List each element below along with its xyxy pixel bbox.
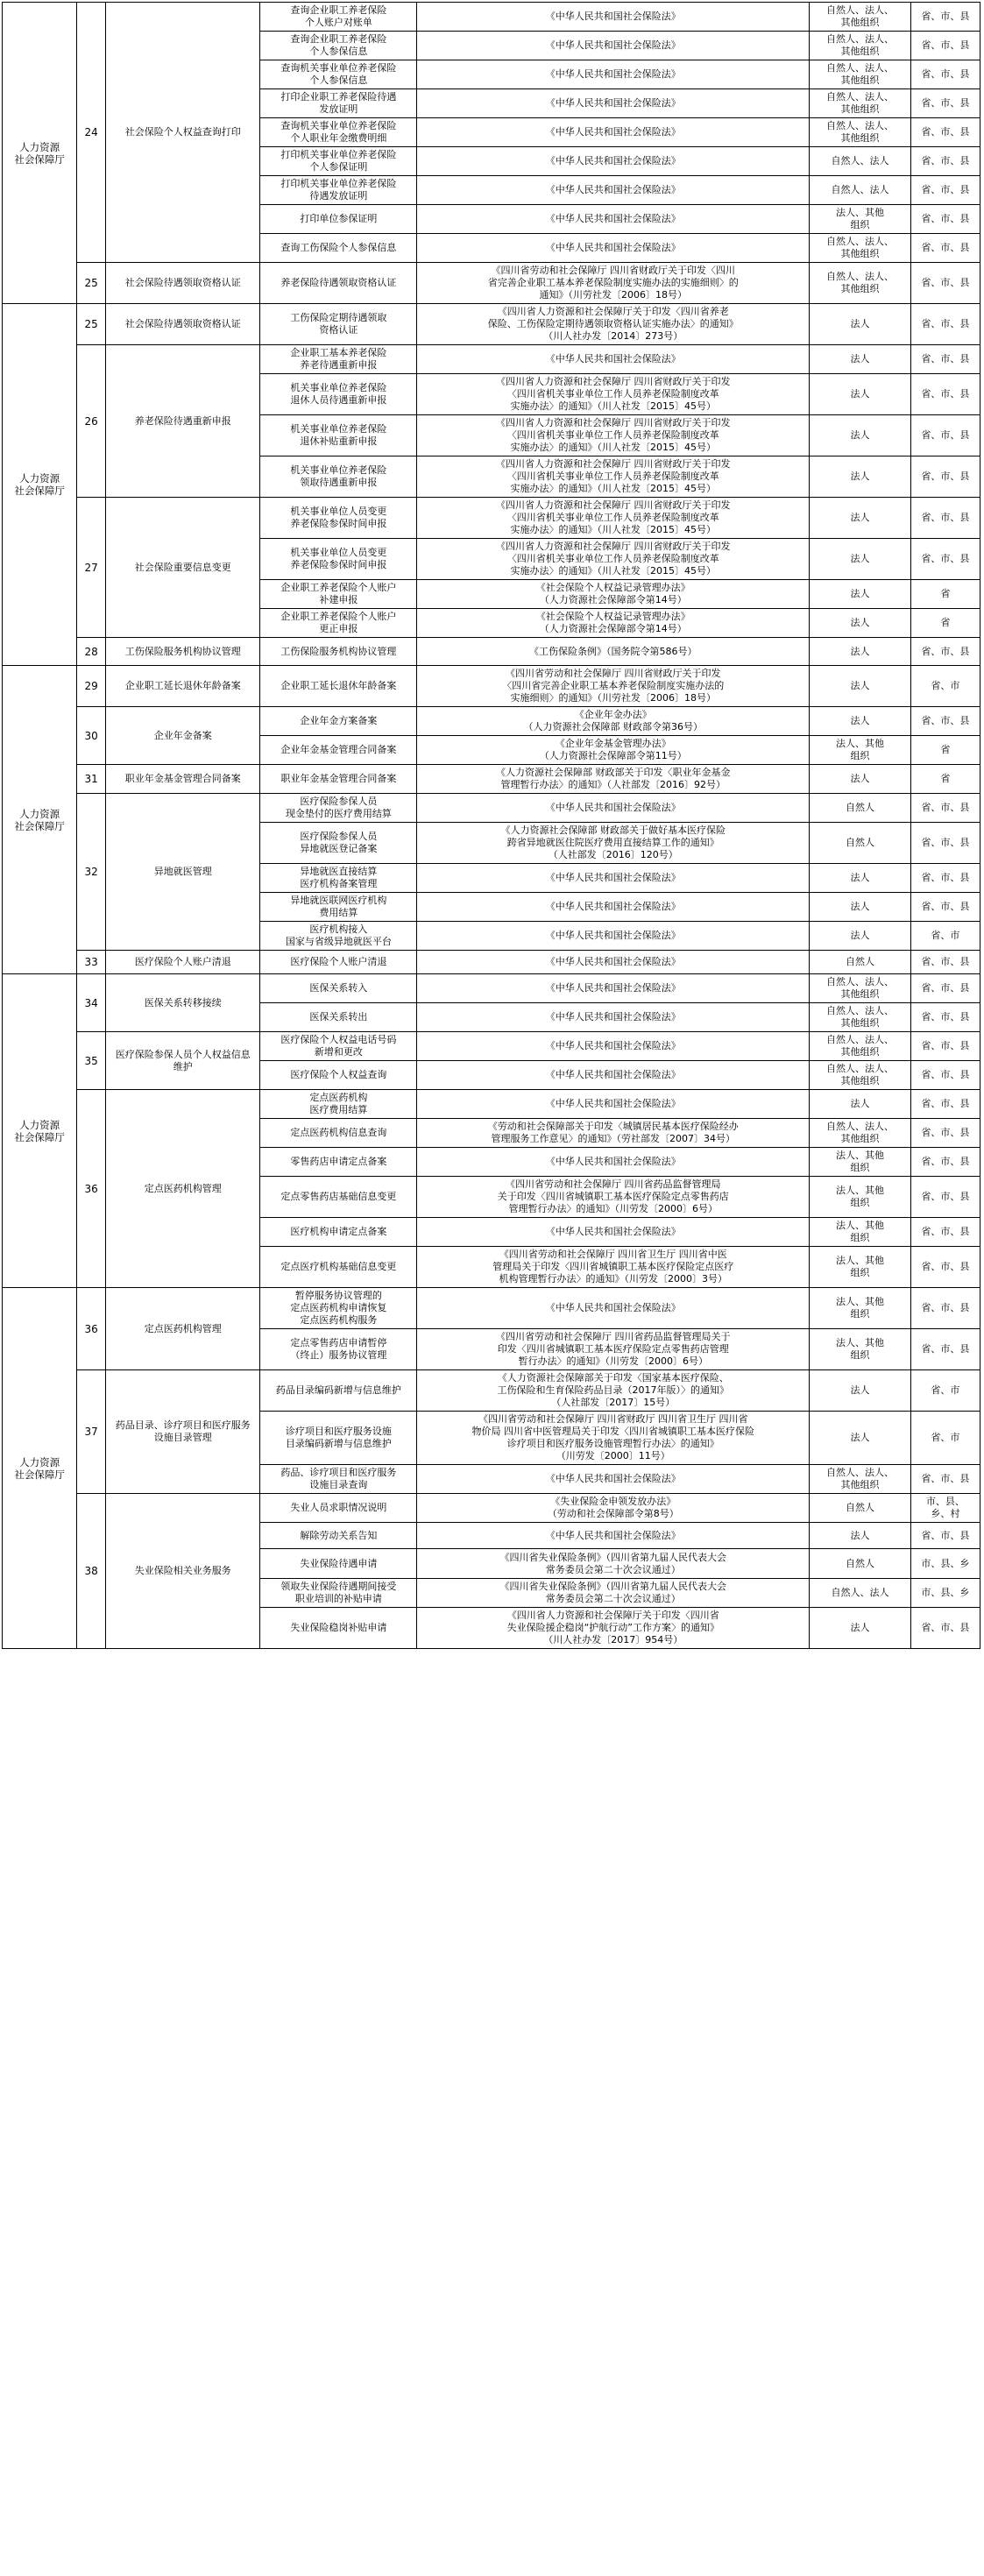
- table-body: [3, 3, 980, 1649]
- service-subject-cell: 法人: [810, 374, 911, 415]
- service-subject-cell: 法人、其他 组织: [810, 1329, 911, 1370]
- service-subject-cell: 自然人: [810, 823, 911, 864]
- item-name-cell: 企业职工延长退休年龄备案: [106, 666, 260, 707]
- item-name-cell: 医疗保险个人账户清退: [106, 951, 260, 974]
- service-subject-cell: 法人: [810, 345, 911, 374]
- table-row: [3, 1494, 980, 1523]
- department-cell: 人力资源 社会保障厅: [3, 1288, 77, 1649]
- handling-level-cell: 省、市、县: [910, 205, 980, 234]
- legal-basis-cell: 《中华人民共和国社会保险法》: [417, 1148, 810, 1177]
- legal-basis-cell: 《中华人民共和国社会保险法》: [417, 864, 810, 893]
- handling-level-cell: 省、市、县: [910, 1119, 980, 1148]
- legal-basis-cell: 《社会保险个人权益记录管理办法》 （人力资源社会保障部令第14号）: [417, 609, 810, 638]
- legal-basis-cell: 《中华人民共和国社会保险法》: [417, 1465, 810, 1494]
- handling-level-cell: 省: [910, 609, 980, 638]
- legal-basis-cell: 《中华人民共和国社会保险法》: [417, 1061, 810, 1090]
- department-cell: 人力资源 社会保障厅: [3, 3, 77, 304]
- item-name-cell: 药品目录、诊疗项目和医疗服务 设施目录管理: [106, 1370, 260, 1494]
- handling-level-cell: 省、市、县: [910, 864, 980, 893]
- handling-level-cell: 省、市、县: [910, 3, 980, 32]
- table-row: [3, 304, 980, 345]
- service-subject-cell: 法人: [810, 1370, 911, 1412]
- legal-basis-cell: 《中华人民共和国社会保险法》: [417, 118, 810, 147]
- department-cell: 人力资源 社会保障厅: [3, 974, 77, 1288]
- sub-item-cell: 查询机关事业单位养老保险 个人参保信息: [260, 60, 417, 89]
- legal-basis-cell: 《中华人民共和国社会保险法》: [417, 32, 810, 60]
- service-subject-cell: 法人: [810, 1090, 911, 1119]
- legal-basis-cell: 《四川省失业保险条例》（四川省第九届人民代表大会 常务委员会第二十次会议通过）: [417, 1549, 810, 1579]
- service-subject-cell: 法人: [810, 864, 911, 893]
- legal-basis-cell: 《企业年金办法》 （人力资源社会保障部 财政部令第36号）: [417, 707, 810, 736]
- sub-item-cell: 机关事业单位人员变更 养老保险参保时间申报: [260, 498, 417, 539]
- service-subject-cell: 法人、其他 组织: [810, 1218, 911, 1247]
- legal-basis-cell: 《中华人民共和国社会保险法》: [417, 205, 810, 234]
- legal-basis-cell: 《四川省劳动和社会保障厅 四川省财政厅 四川省卫生厅 四川省 物价局 四川省中医管理局关于印发〈四川省城镇职工基本医疗保险 诊疗项目和医疗服务设施管理暂行办法〉的通知》 （川劳发〔2000〕11号）: [417, 1412, 810, 1465]
- sub-item-cell: 异地就医联网医疗机构 费用结算: [260, 893, 417, 922]
- sub-item-cell: 异地就医直接结算 医疗机构备案管理: [260, 864, 417, 893]
- sub-item-cell: 定点医药机构 医疗费用结算: [260, 1090, 417, 1119]
- service-subject-cell: 自然人、法人、 其他组织: [810, 974, 911, 1003]
- item-number-cell: 28: [77, 638, 106, 666]
- sub-item-cell: 机关事业单位养老保险 领取待遇重新申报: [260, 456, 417, 498]
- legal-basis-cell: 《中华人民共和国社会保险法》: [417, 1523, 810, 1549]
- sub-item-cell: 企业职工基本养老保险 养老待遇重新申报: [260, 345, 417, 374]
- service-subject-cell: 法人、其他 组织: [810, 1177, 911, 1218]
- handling-level-cell: 省、市、县: [910, 345, 980, 374]
- table-row: [3, 707, 980, 736]
- table-row: [3, 794, 980, 823]
- item-number-cell: 38: [77, 1494, 106, 1649]
- sub-item-cell: 药品、诊疗项目和医疗服务 设施目录查询: [260, 1465, 417, 1494]
- service-subject-cell: 自然人、法人、 其他组织: [810, 118, 911, 147]
- service-subject-cell: 自然人、法人、 其他组织: [810, 32, 911, 60]
- service-subject-cell: 自然人、法人、 其他组织: [810, 234, 911, 263]
- service-subject-cell: 法人: [810, 498, 911, 539]
- legal-basis-cell: 《人力资源社会保障部 财政部关于做好基本医疗保险 跨省异地就医住院医疗费用直接结算工作的通知》 （人社部发〔2016〕120号）: [417, 823, 810, 864]
- sub-item-cell: 医疗保险个人权益电话号码 新增和更改: [260, 1032, 417, 1061]
- legal-basis-cell: 《四川省失业保险条例》（四川省第九届人民代表大会 常务委员会第二十次会议通过）: [417, 1579, 810, 1608]
- handling-level-cell: 省、市、县: [910, 1148, 980, 1177]
- sub-item-cell: 企业职工养老保险个人账户 补建申报: [260, 580, 417, 609]
- legal-basis-cell: 《工伤保险条例》（国务院令第586号）: [417, 638, 810, 666]
- item-number-cell: 33: [77, 951, 106, 974]
- sub-item-cell: 医保关系转出: [260, 1003, 417, 1032]
- legal-basis-cell: 《中华人民共和国社会保险法》: [417, 234, 810, 263]
- item-name-cell: 社会保险待遇领取资格认证: [106, 263, 260, 304]
- handling-level-cell: 省: [910, 580, 980, 609]
- sub-item-cell: 医疗保险参保人员 现金垫付的医疗费用结算: [260, 794, 417, 823]
- department-cell: 人力资源 社会保障厅: [3, 666, 77, 974]
- item-number-cell: 34: [77, 974, 106, 1032]
- sub-item-cell: 查询企业职工养老保险 个人账户对账单: [260, 3, 417, 32]
- service-subject-cell: 自然人、法人: [810, 176, 911, 205]
- legal-basis-cell: 《企业年金基金管理办法》 （人力资源社会保障部令第11号）: [417, 736, 810, 765]
- handling-level-cell: 省、市、县: [910, 707, 980, 736]
- service-subject-cell: 自然人、法人: [810, 1579, 911, 1608]
- handling-level-cell: 省、市、县: [910, 1329, 980, 1370]
- legal-basis-cell: 《人力资源社会保障部 财政部关于印发〈职业年金基金 管理暂行办法〉的通知》（人社部发〔2016〕92号）: [417, 765, 810, 794]
- service-subject-cell: 法人: [810, 456, 911, 498]
- sub-item-cell: 养老保险待遇领取资格认证: [260, 263, 417, 304]
- service-subject-cell: 自然人、法人、 其他组织: [810, 1003, 911, 1032]
- service-subject-cell: 法人: [810, 539, 911, 580]
- sub-item-cell: 机关事业单位养老保险 退休人员待遇重新申报: [260, 374, 417, 415]
- handling-level-cell: 省、市、县: [910, 60, 980, 89]
- handling-level-cell: 省、市、县: [910, 539, 980, 580]
- item-number-cell: 35: [77, 1032, 106, 1090]
- service-subject-cell: 自然人: [810, 1549, 911, 1579]
- handling-level-cell: 市、县、乡: [910, 1579, 980, 1608]
- legal-basis-cell: 《中华人民共和国社会保险法》: [417, 1218, 810, 1247]
- sub-item-cell: 工伤保险服务机构协议管理: [260, 638, 417, 666]
- handling-level-cell: 省、市、县: [910, 415, 980, 456]
- legal-basis-cell: 《四川省人力资源和社会保障厅 四川省财政厅关于印发 〈四川省机关事业单位工作人员养老保险制度改革 实施办法〉的通知》（川人社发〔2015〕45号）: [417, 539, 810, 580]
- sub-item-cell: 药品目录编码新增与信息维护: [260, 1370, 417, 1412]
- service-subject-cell: 自然人、法人、 其他组织: [810, 1032, 911, 1061]
- table-row: [3, 498, 980, 539]
- legal-basis-cell: 《中华人民共和国社会保险法》: [417, 1032, 810, 1061]
- handling-level-cell: 省: [910, 765, 980, 794]
- sub-item-cell: 查询机关事业单位养老保险 个人职业年金缴费明细: [260, 118, 417, 147]
- item-number-cell: 36: [77, 1090, 106, 1288]
- sub-item-cell: 医疗保险参保人员 异地就医登记备案: [260, 823, 417, 864]
- item-name-cell: 失业保险相关业务服务: [106, 1494, 260, 1649]
- service-subject-cell: 自然人: [810, 794, 911, 823]
- item-name-cell: 定点医药机构管理: [106, 1288, 260, 1370]
- handling-level-cell: 省、市、县: [910, 1090, 980, 1119]
- handling-level-cell: 省、市、县: [910, 974, 980, 1003]
- legal-basis-cell: 《四川省劳动和社会保障厅 四川省财政厅关于印发〈四川 省完善企业职工基本养老保险制度实施办法的实施细则〉的 通知》（川劳社发〔2006〕18号）: [417, 263, 810, 304]
- item-number-cell: 31: [77, 765, 106, 794]
- handling-level-cell: 省、市、县: [910, 176, 980, 205]
- legal-basis-cell: 《中华人民共和国社会保险法》: [417, 3, 810, 32]
- legal-basis-cell: 《四川省人力资源和社会保障厅关于印发〈四川省养老 保险、工伤保险定期待遇领取资格认证实施办法〉的通知》 （川人社办发〔2014〕273号）: [417, 304, 810, 345]
- handling-level-cell: 省、市、县: [910, 456, 980, 498]
- legal-basis-cell: 《四川省人力资源和社会保障厅关于印发〈四川省 失业保险援企稳岗“护航行动”工作方案〉的通知》 （川人社办发〔2017〕954号）: [417, 1608, 810, 1649]
- sub-item-cell: 失业保险稳岗补贴申请: [260, 1608, 417, 1649]
- sub-item-cell: 定点医疗机构基础信息变更: [260, 1247, 417, 1288]
- service-subject-cell: 法人、其他 组织: [810, 1288, 911, 1329]
- legal-basis-cell: 《中华人民共和国社会保险法》: [417, 147, 810, 176]
- sub-item-cell: 企业职工养老保险个人账户 更正申报: [260, 609, 417, 638]
- item-name-cell: 工伤保险服务机构协议管理: [106, 638, 260, 666]
- legal-basis-cell: 《中华人民共和国社会保险法》: [417, 345, 810, 374]
- item-number-cell: 25: [77, 263, 106, 304]
- table-row: [3, 263, 980, 304]
- item-name-cell: 社会保险待遇领取资格认证: [106, 304, 260, 345]
- item-name-cell: 职业年金基金管理合同备案: [106, 765, 260, 794]
- service-subject-cell: 自然人、法人、 其他组织: [810, 60, 911, 89]
- item-name-cell: 异地就医管理: [106, 794, 260, 951]
- handling-level-cell: 省、市、县: [910, 1218, 980, 1247]
- handling-level-cell: 市、县、乡: [910, 1549, 980, 1579]
- service-subject-cell: 法人、其他 组织: [810, 1247, 911, 1288]
- legal-basis-cell: 《中华人民共和国社会保险法》: [417, 893, 810, 922]
- sub-item-cell: 失业人员求职情况说明: [260, 1494, 417, 1523]
- legal-basis-cell: 《社会保险个人权益记录管理办法》 （人力资源社会保障部令第14号）: [417, 580, 810, 609]
- sub-item-cell: 职业年金基金管理合同备案: [260, 765, 417, 794]
- legal-basis-cell: 《中华人民共和国社会保险法》: [417, 1003, 810, 1032]
- handling-level-cell: 省、市、县: [910, 498, 980, 539]
- service-subject-cell: 自然人、法人、 其他组织: [810, 1465, 911, 1494]
- handling-level-cell: 省、市、县: [910, 951, 980, 974]
- handling-level-cell: 省、市: [910, 1370, 980, 1412]
- item-name-cell: 企业年金备案: [106, 707, 260, 765]
- item-name-cell: 养老保险待遇重新申报: [106, 345, 260, 498]
- handling-level-cell: 省、市、县: [910, 1032, 980, 1061]
- legal-basis-cell: 《中华人民共和国社会保险法》: [417, 1288, 810, 1329]
- sub-item-cell: 机关事业单位养老保险 退休补贴重新申报: [260, 415, 417, 456]
- sub-item-cell: 打印单位参保证明: [260, 205, 417, 234]
- handling-level-cell: 省、市、县: [910, 374, 980, 415]
- sub-item-cell: 企业年金方案备案: [260, 707, 417, 736]
- sub-item-cell: 暂停服务协议管理的 定点医药机构申请恢复 定点医药机构服务: [260, 1288, 417, 1329]
- service-subject-cell: 法人: [810, 1523, 911, 1549]
- legal-basis-cell: 《失业保险金申领发放办法》 （劳动和社会保障部令第8号）: [417, 1494, 810, 1523]
- sub-item-cell: 查询企业职工养老保险 个人参保信息: [260, 32, 417, 60]
- handling-level-cell: 省、市、县: [910, 89, 980, 118]
- department-cell: 人力资源 社会保障厅: [3, 304, 77, 666]
- service-subject-cell: 法人: [810, 1412, 911, 1465]
- item-number-cell: 25: [77, 304, 106, 345]
- sub-item-cell: 企业年金基金管理合同备案: [260, 736, 417, 765]
- legal-basis-cell: 《中华人民共和国社会保险法》: [417, 176, 810, 205]
- handling-level-cell: 省、市、县: [910, 1523, 980, 1549]
- service-subject-cell: 自然人、法人、 其他组织: [810, 3, 911, 32]
- service-subject-cell: 法人: [810, 638, 911, 666]
- legal-basis-cell: 《人力资源社会保障部关于印发〈国家基本医疗保险、 工伤保险和生育保险药品目录（2017年版）〉的通知》 （人社部发〔2017〕15号）: [417, 1370, 810, 1412]
- item-name-cell: 医保关系转移接续: [106, 974, 260, 1032]
- legal-basis-cell: 《四川省人力资源和社会保障厅 四川省财政厅关于印发 〈四川省机关事业单位工作人员养老保险制度改革 实施办法〉的通知》（川人社发〔2015〕45号）: [417, 415, 810, 456]
- table-row: [3, 345, 980, 374]
- legal-basis-cell: 《中华人民共和国社会保险法》: [417, 922, 810, 951]
- service-subject-cell: 法人: [810, 609, 911, 638]
- service-subject-cell: 法人、其他 组织: [810, 736, 911, 765]
- service-subject-cell: 自然人、法人: [810, 147, 911, 176]
- handling-level-cell: 市、县、 乡、村: [910, 1494, 980, 1523]
- sub-item-cell: 工伤保险定期待遇领取 资格认证: [260, 304, 417, 345]
- service-subject-cell: 自然人: [810, 951, 911, 974]
- service-subject-cell: 自然人、法人、 其他组织: [810, 1119, 911, 1148]
- service-subject-cell: 自然人: [810, 1494, 911, 1523]
- service-subject-cell: 法人、其他 组织: [810, 1148, 911, 1177]
- table-row: [3, 3, 980, 32]
- handling-level-cell: 省、市、县: [910, 234, 980, 263]
- legal-basis-cell: 《四川省人力资源和社会保障厅 四川省财政厅关于印发 〈四川省机关事业单位工作人员养老保险制度改革 实施办法〉的通知》（川人社发〔2015〕45号）: [417, 374, 810, 415]
- handling-level-cell: 省、市、县: [910, 1608, 980, 1649]
- sub-item-cell: 定点零售药店申请暂停 （终止）服务协议管理: [260, 1329, 417, 1370]
- sub-item-cell: 诊疗项目和医疗服务设施 目录编码新增与信息维护: [260, 1412, 417, 1465]
- handling-level-cell: 省、市、县: [910, 1247, 980, 1288]
- item-number-cell: 30: [77, 707, 106, 765]
- service-subject-cell: 法人、其他 组织: [810, 205, 911, 234]
- item-name-cell: 定点医药机构管理: [106, 1090, 260, 1288]
- sub-item-cell: 医疗保险个人账户清退: [260, 951, 417, 974]
- handling-level-cell: 省、市、县: [910, 1288, 980, 1329]
- sub-item-cell: 打印企业职工养老保险待遇 发放证明: [260, 89, 417, 118]
- service-subject-cell: 法人: [810, 765, 911, 794]
- service-subject-cell: 自然人、法人、 其他组织: [810, 89, 911, 118]
- item-number-cell: 37: [77, 1370, 106, 1494]
- service-subject-cell: 法人: [810, 893, 911, 922]
- sub-item-cell: 解除劳动关系告知: [260, 1523, 417, 1549]
- table-row: [3, 1288, 980, 1329]
- service-subject-cell: 自然人、法人、 其他组织: [810, 263, 911, 304]
- handling-level-cell: 省、市: [910, 1412, 980, 1465]
- handling-level-cell: 省、市、县: [910, 823, 980, 864]
- sub-item-cell: 定点医药机构信息查询: [260, 1119, 417, 1148]
- handling-level-cell: 省、市、县: [910, 32, 980, 60]
- item-name-cell: 社会保险重要信息变更: [106, 498, 260, 638]
- sub-item-cell: 医疗机构接入 国家与省级异地就医平台: [260, 922, 417, 951]
- table-row: [3, 666, 980, 707]
- sub-item-cell: 零售药店申请定点备案: [260, 1148, 417, 1177]
- legal-basis-cell: 《四川省劳动和社会保障厅 四川省药品监督管理局关于 印发〈四川省城镇职工基本医疗保险定点零售药店管理 暂行办法〉的通知》（川劳发〔2000〕6号）: [417, 1329, 810, 1370]
- sub-item-cell: 打印机关事业单位养老保险 个人参保证明: [260, 147, 417, 176]
- service-subject-cell: 法人: [810, 580, 911, 609]
- handling-level-cell: 省、市、县: [910, 1003, 980, 1032]
- service-subject-cell: 法人: [810, 304, 911, 345]
- legal-basis-cell: 《中华人民共和国社会保险法》: [417, 951, 810, 974]
- legal-basis-cell: 《四川省劳动和社会保障厅 四川省财政厅关于印发 〈四川省完善企业职工基本养老保险制度实施办法的 实施细则〉的通知》（川劳社发〔2006〕18号）: [417, 666, 810, 707]
- service-subject-cell: 法人: [810, 922, 911, 951]
- sub-item-cell: 定点零售药店基础信息变更: [260, 1177, 417, 1218]
- legal-basis-cell: 《中华人民共和国社会保险法》: [417, 1090, 810, 1119]
- legal-basis-cell: 《中华人民共和国社会保险法》: [417, 794, 810, 823]
- handling-level-cell: 省、市: [910, 922, 980, 951]
- sub-item-cell: 企业职工延长退休年龄备案: [260, 666, 417, 707]
- legal-basis-cell: 《中华人民共和国社会保险法》: [417, 89, 810, 118]
- handling-level-cell: 省、市、县: [910, 1465, 980, 1494]
- sub-item-cell: 医疗机构申请定点备案: [260, 1218, 417, 1247]
- service-subject-cell: 法人: [810, 415, 911, 456]
- legal-basis-cell: 《四川省人力资源和社会保障厅 四川省财政厅关于印发 〈四川省机关事业单位工作人员养老保险制度改革 实施办法〉的通知》（川人社发〔2015〕45号）: [417, 498, 810, 539]
- service-subject-cell: 法人: [810, 666, 911, 707]
- handling-level-cell: 省、市、县: [910, 794, 980, 823]
- sub-item-cell: 打印机关事业单位养老保险 待遇发放证明: [260, 176, 417, 205]
- item-name-cell: 医疗保险参保人员个人权益信息 维护: [106, 1032, 260, 1090]
- table-row: [3, 951, 980, 974]
- table-row: [3, 974, 980, 1003]
- handling-level-cell: 省、市、县: [910, 1177, 980, 1218]
- handling-level-cell: 省、市、县: [910, 263, 980, 304]
- sub-item-cell: 失业保险待遇申请: [260, 1549, 417, 1579]
- legal-basis-cell: 《四川省劳动和社会保障厅 四川省药品监督管理局 关于印发〈四川省城镇职工基本医疗保险定点零售药店 管理暂行办法〉的通知》（川劳发〔2000〕6号）: [417, 1177, 810, 1218]
- handling-level-cell: 省、市、县: [910, 304, 980, 345]
- handling-level-cell: 省、市、县: [910, 147, 980, 176]
- item-number-cell: 26: [77, 345, 106, 498]
- item-name-cell: 社会保险个人权益查询打印: [106, 3, 260, 263]
- handling-level-cell: 省: [910, 736, 980, 765]
- table-row: [3, 765, 980, 794]
- legal-basis-cell: 《中华人民共和国社会保险法》: [417, 974, 810, 1003]
- table-row: [3, 638, 980, 666]
- legal-basis-cell: 《劳动和社会保障部关于印发〈城镇居民基本医疗保险经办 管理服务工作意见〉的通知》（劳社部发〔2007〕34号）: [417, 1119, 810, 1148]
- service-subject-cell: 法人: [810, 707, 911, 736]
- legal-basis-cell: 《四川省人力资源和社会保障厅 四川省财政厅关于印发 〈四川省机关事业单位工作人员养老保险制度改革 实施办法〉的通知》（川人社发〔2015〕45号）: [417, 456, 810, 498]
- item-number-cell: 36: [77, 1288, 106, 1370]
- service-subject-cell: 自然人、法人、 其他组织: [810, 1061, 911, 1090]
- sub-item-cell: 医疗保险个人权益查询: [260, 1061, 417, 1090]
- service-catalog-table: [2, 2, 980, 1649]
- handling-level-cell: 省、市、县: [910, 118, 980, 147]
- handling-level-cell: 省、市、县: [910, 893, 980, 922]
- table-row: [3, 1090, 980, 1119]
- item-number-cell: 32: [77, 794, 106, 951]
- handling-level-cell: 省、市、县: [910, 1061, 980, 1090]
- item-number-cell: 24: [77, 3, 106, 263]
- handling-level-cell: 省、市: [910, 666, 980, 707]
- table-row: [3, 1032, 980, 1061]
- sub-item-cell: 医保关系转入: [260, 974, 417, 1003]
- legal-basis-cell: 《四川省劳动和社会保障厅 四川省卫生厅 四川省中医 管理局关于印发〈四川省城镇职工基本医疗保险定点医疗 机构管理暂行办法〉的通知》（川劳发〔2000〕3号）: [417, 1247, 810, 1288]
- table-row: [3, 1370, 980, 1412]
- sub-item-cell: 查询工伤保险个人参保信息: [260, 234, 417, 263]
- item-number-cell: 27: [77, 498, 106, 638]
- service-subject-cell: 法人: [810, 1608, 911, 1649]
- handling-level-cell: 省、市、县: [910, 638, 980, 666]
- sub-item-cell: 领取失业保险待遇期间接受 职业培训的补贴申请: [260, 1579, 417, 1608]
- item-number-cell: 29: [77, 666, 106, 707]
- legal-basis-cell: 《中华人民共和国社会保险法》: [417, 60, 810, 89]
- sub-item-cell: 机关事业单位人员变更 养老保险参保时间申报: [260, 539, 417, 580]
